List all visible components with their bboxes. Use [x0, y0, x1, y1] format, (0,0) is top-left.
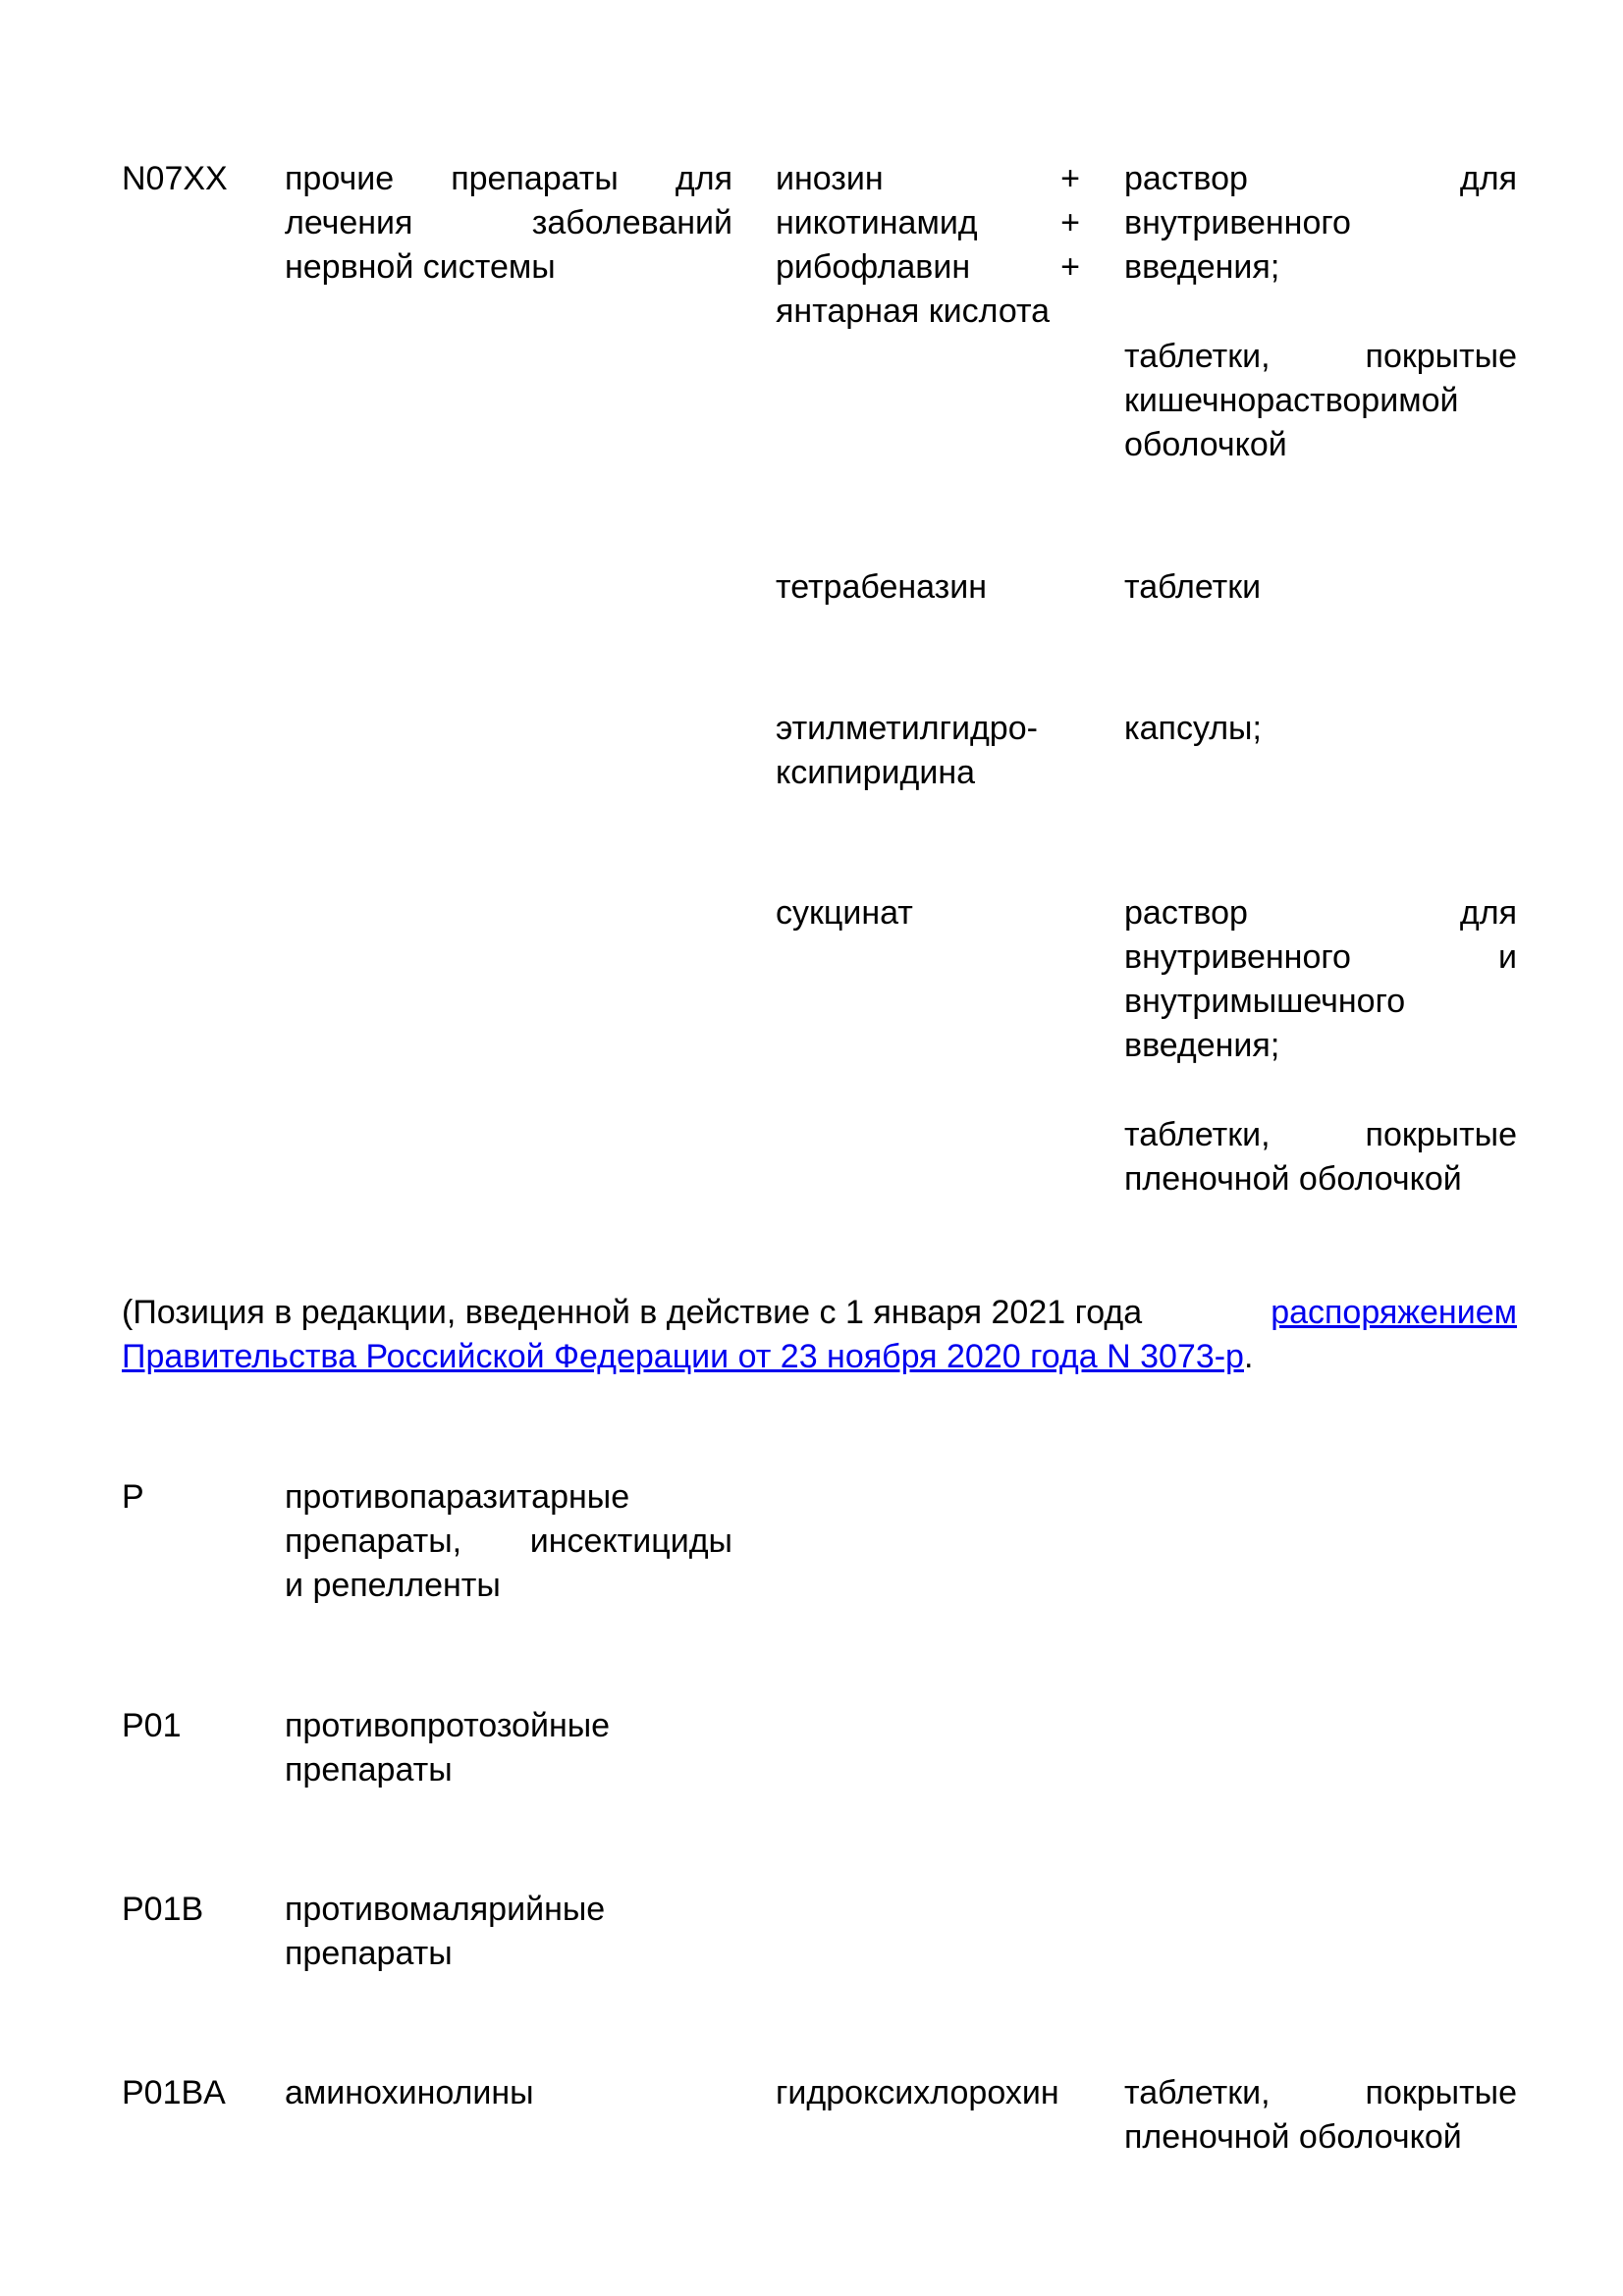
dosage-forms: раствор для внутривенного и внутримышечного введения; таблетки, покрытые пленочной оболочкой [1124, 894, 1517, 1198]
note-text: (Позиция в редакции, введенной в действие с 1 января 2021 года [122, 1294, 1143, 1331]
atc-code: P01B [122, 1891, 204, 1928]
atc-group-name: аминохинолины [285, 2074, 534, 2111]
atc-group-name: противомалярийные препараты [285, 1891, 606, 1972]
drug-inn: инозин + никотинамид + рибофлавин + янтарная кислота [776, 160, 1080, 330]
amendment-note: (Позиция в редакции, введенной в действие с 1 января 2021 года распоряжением Правительства Российской Федерации от 23 ноября 2020 года N 3073-р. [122, 1291, 1517, 1379]
atc-group-name: противопаразитарные препараты, инсектициды и репелленты [285, 1478, 732, 1604]
dosage-forms: таблетки [1124, 568, 1262, 606]
atc-code: P01 [122, 1707, 182, 1744]
drug-inn: тетрабеназин [776, 568, 988, 606]
atc-group-name: противопротозойные препараты [285, 1707, 611, 1789]
atc-code: N07XX [122, 160, 228, 197]
atc-group-name: прочие препараты для лечения заболеваний нервной системы [285, 160, 732, 286]
atc-code: P01BA [122, 2074, 226, 2111]
drug-inn: сукцинат [776, 894, 913, 932]
decree-link[interactable]: Правительства Российской Федерации от 23 ноября 2020 года N 3073-р [122, 1338, 1244, 1375]
dosage-forms: таблетки, покрытые пленочной оболочкой [1124, 2074, 1517, 2156]
dosage-forms: раствор для внутривенного введения; таблетки, покрытые кишечнорастворимой оболочкой [1124, 160, 1517, 463]
drug-inn: этилметилгидро- ксипиридина [776, 710, 1038, 791]
drug-inn: гидроксихлорохин [776, 2074, 1059, 2111]
atc-code: P [122, 1478, 144, 1516]
dosage-forms: капсулы; [1124, 710, 1262, 747]
decree-link[interactable]: распоряжением [1271, 1294, 1517, 1331]
